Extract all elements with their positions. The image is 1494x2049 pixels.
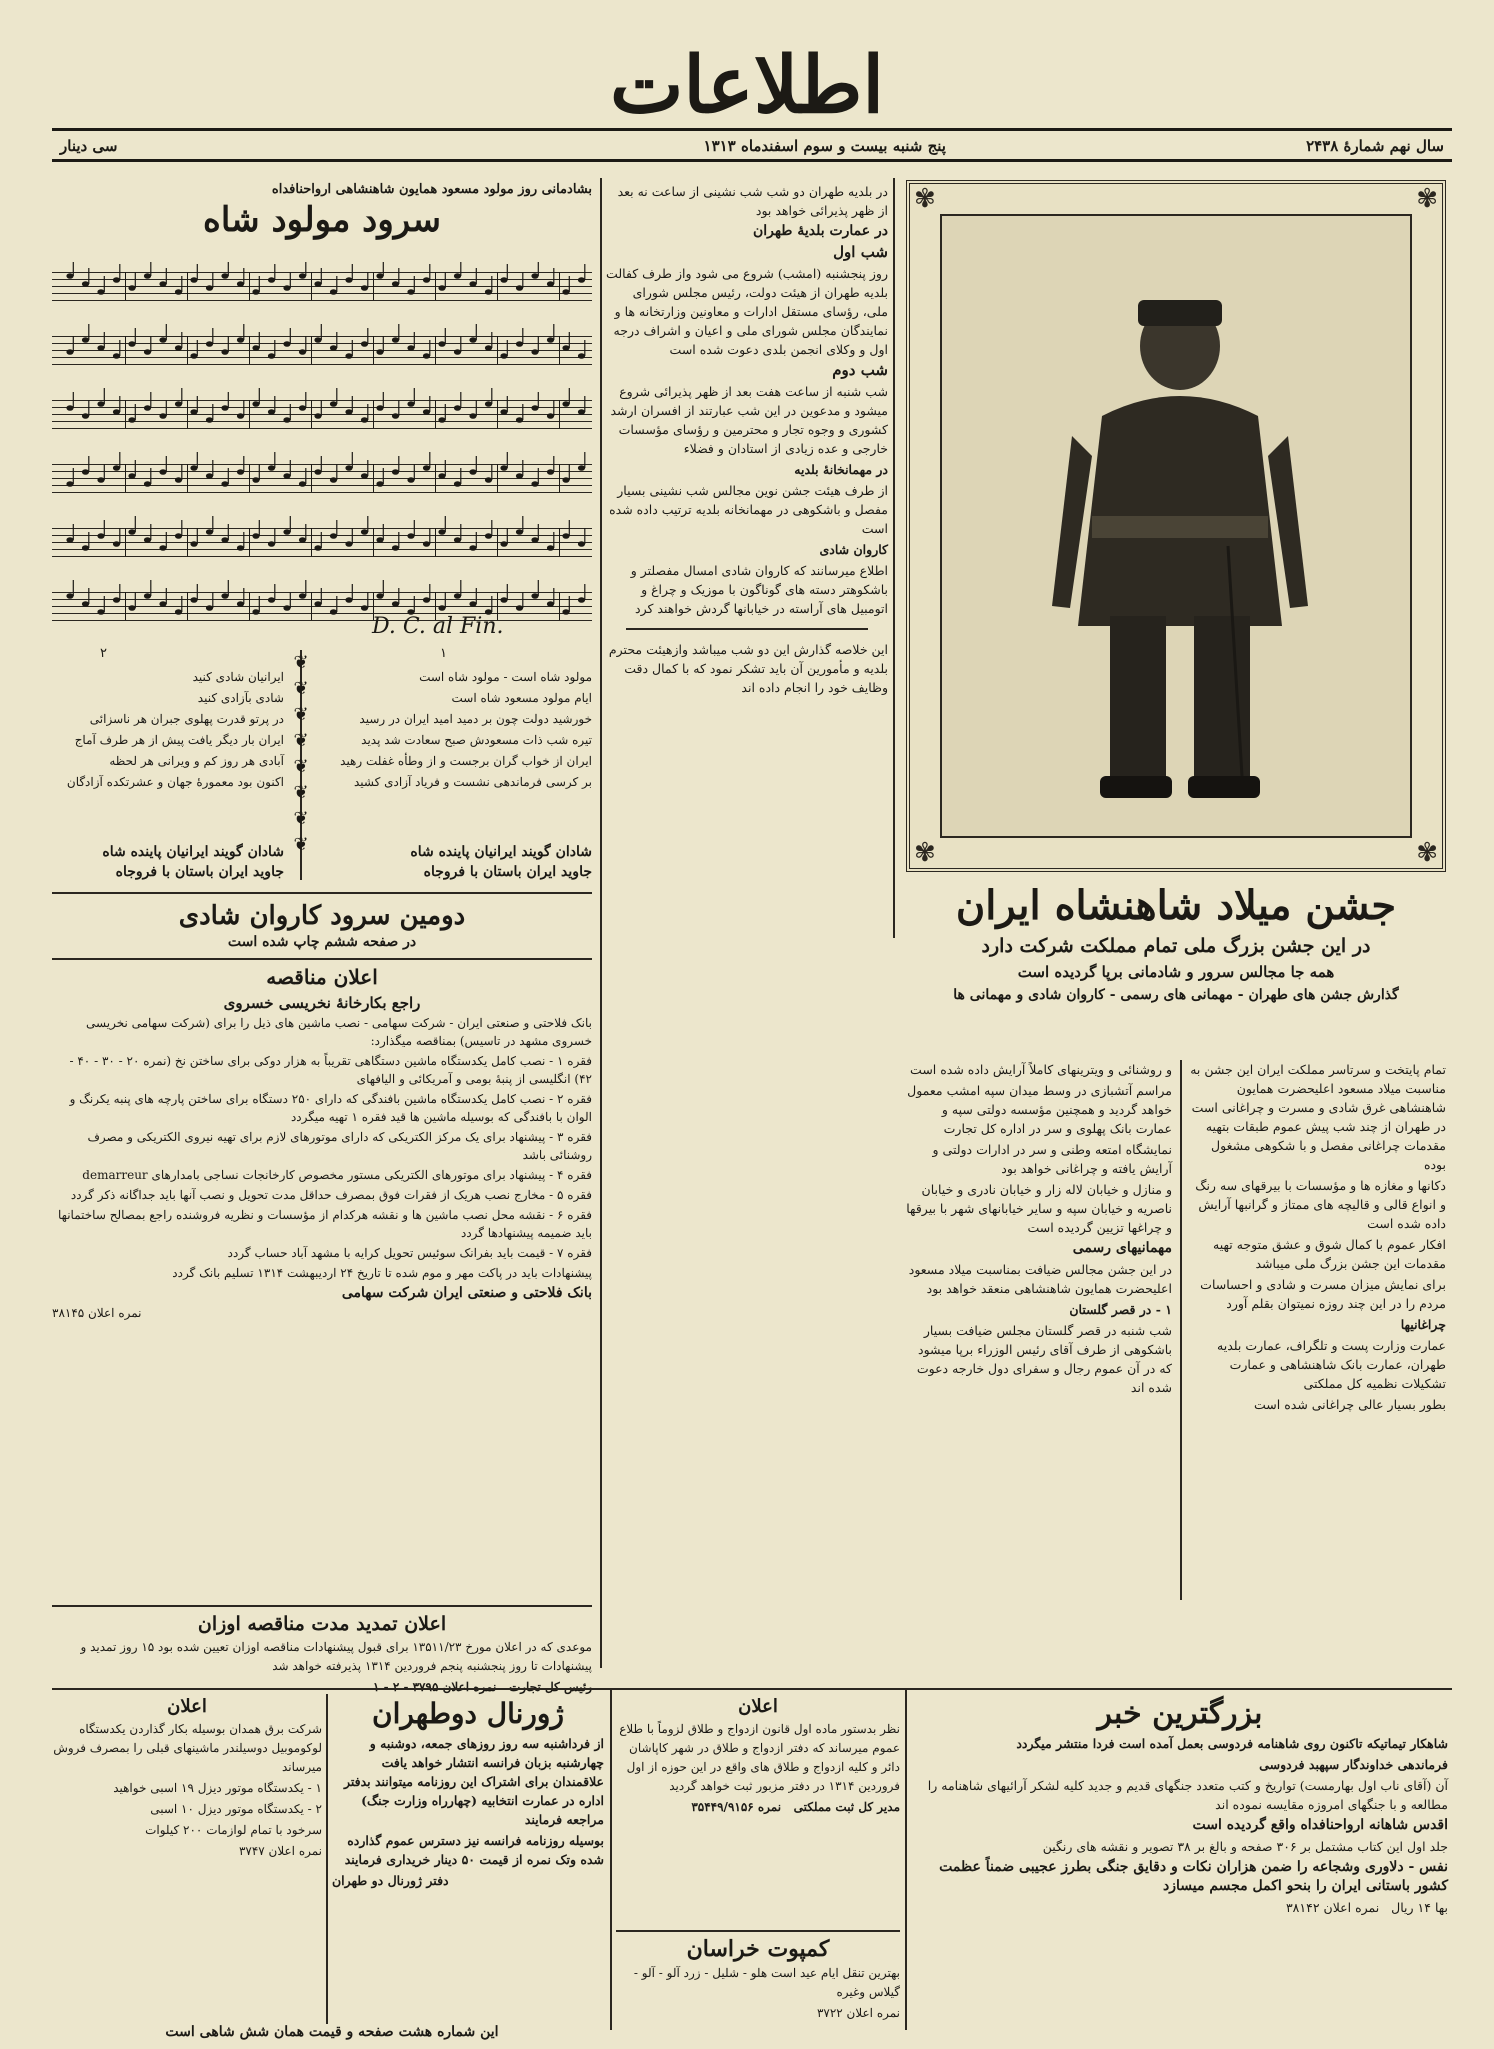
article-column-b	[906, 1060, 1172, 1620]
electric-title: اعلان	[167, 1696, 207, 1717]
marriage-notice	[616, 1694, 900, 1819]
tender-line: فقره ۷ - قیمت باید بفرانک سوئیس تحویل کرایه با مشهد آباد حساب گردد	[227, 1246, 592, 1260]
journal-text: از فرداشنبه سه روز روزهای جمعه، دوشنبه و چهارشنبه بزبان فرانسه انتشار خواهد یافت علاقمندان برای اشتراک این روزنامه میتوانند بدفتر اداره در عمارت انتخابیه (چهارراه وزارت جنگ) مراجعه فرمایند	[343, 1736, 604, 1827]
column-rule	[600, 178, 602, 1668]
divider	[52, 1605, 592, 1607]
ornament-icon: ✾	[1416, 184, 1438, 214]
verse-line: خورشید دولت چون بر دمید امید ایران در رسید	[359, 712, 592, 726]
verse2	[52, 668, 284, 794]
bigbook-title: بزرگترین خبر	[1097, 1696, 1263, 1731]
column-rule	[610, 1690, 612, 2030]
journal-title: ژورنال دوطهران	[372, 1697, 564, 1730]
article-paragraph: و روشنائی و ویترینهای کاملاً آرایش داده شده است	[910, 1062, 1172, 1077]
column-rule	[893, 178, 895, 938]
verse-line: شادی بآزادی کنید	[197, 691, 284, 705]
column-rule	[1180, 1060, 1182, 1600]
journal-ref: دفتر ژورنال دو طهران	[332, 1873, 449, 1888]
bigbook-price: بها ۱۴ ریال	[1391, 1900, 1448, 1915]
tender2-title: اعلان تمدید مدت مناقصه اوزان	[197, 1613, 447, 1635]
electric-ref: نمره اعلان ۳۷۴۷	[238, 1844, 322, 1858]
tender-subtitle: راجع بکارخانهٔ نخریسی خسروی	[223, 994, 421, 1012]
divider	[52, 1688, 1452, 1690]
article-column-a	[1190, 1060, 1446, 1600]
bigbook-text-2: اقدس شاهانه ارواحنافداه واقع گردیده است	[1192, 1817, 1448, 1833]
tender2-notice	[52, 1610, 592, 1699]
karvan-title: کاروان شادی	[819, 542, 888, 557]
ornament-icon: ✾	[914, 184, 936, 214]
leaf-ornament-icon: ❦ ❦ ❦ ❦ ❦ ❦ ❦ ❦	[293, 652, 309, 855]
refrain-line: جاوید ایران باستان با فروجاه	[115, 864, 284, 880]
tender2-sign: رئیس کل تجارت	[508, 1680, 592, 1694]
portrait-photo	[940, 214, 1412, 838]
bigbook-sub-2: فرماندهی خداوندگار سپهبد فردوسی	[1259, 1757, 1448, 1772]
article-paragraph: افکار عموم با کمال شوق و عشق متوجه تهیه مقدمات این جشن بزرگ ملی میباشد	[1213, 1237, 1446, 1271]
mehmankhaneh-text: از طرف هیئت جشن نوین مجالس شب نشینی بسیار مفصل و باشکوهی در مهمانخانه بلدیه ترتیب داده شده است	[609, 483, 888, 536]
issue-price: سی دینار	[60, 137, 118, 155]
tender2-ref: نمره اعلان ۳۷۹۵ - ۲ - ۱	[373, 1680, 497, 1694]
marriage-sign: مدیر کل ثبت مملکتی	[793, 1800, 900, 1814]
verse-line: اکنون بود معمورهٔ جهان و عشرتکده آزادگان	[66, 775, 284, 789]
verse-line: ایام مولود مسعود شاه است	[451, 691, 592, 705]
tender-line: پیشنهادات باید در پاکت مهر و موم شده تا تاریخ ۲۴ اردیبهشت ۱۳۱۴ تسلیم بانک گردد	[172, 1266, 592, 1280]
portrait-figure-icon	[942, 216, 1418, 844]
compote-title: کمپوت خراسان	[686, 1936, 830, 1962]
verse-line: تیره شب ذات مسعودش صبح سعادت شد پدید	[361, 733, 592, 747]
article-paragraph: و منازل و خیابان لاله زار و خیابان نادری و خیابان ناصریه و خیابان سپه و سایر خیابانهای شهر با بیرقها و چراغها تزیین گردیده است	[906, 1182, 1172, 1235]
marriage-ref: نمره ۳۵۴۴۹/۹۱۵۶	[691, 1800, 782, 1814]
bigbook-text: آن (آقای ناب اول بهارمست) تواریخ و کتب متعدد جنگهای قدیم و جدید کلیه لشکر آرائیهای شاهنامه را مطالعه و با جنگهای امروزه مقایسه نموده اند	[927, 1778, 1448, 1812]
bigbook-ref: نمره اعلان ۳۸۱۴۲	[1285, 1900, 1380, 1915]
portrait-headlines	[906, 880, 1446, 1006]
tender-line: بانک فلاحتی و صنعتی ایران - شرکت سهامی - نصب ماشین های ذیل را برای (شرکت سهامی نخریسی خسروی مشهد در تاسیس) بمناقصه میگذارد:	[86, 1016, 592, 1048]
shab1-text: روز پنجشنبه (امشب) شروع می شود واز طرف کفالت بلدیه طهران از هیئت دولت، رئیس مجلس شورای ملی، رؤسای مستقل ادارات و معاونین وزارتخانه ها و نمایندگان مجلس شورای ملی و اعیان و اشراف درجه اول و وکلای انجمن بلدی دعوت شده است	[606, 266, 888, 357]
ornament-icon: ✾	[1416, 838, 1438, 868]
main-headline: جشن میلاد شاهنشاه ایران	[955, 882, 1397, 929]
issue-date: پنج شنبه بیست و سوم اسفندماه ۱۳۱۳	[703, 137, 946, 155]
verse-line: در پرتو قدرت پهلوی جبران هر ناسزائی	[89, 712, 284, 726]
qasr-text: شب شنبه در قصر گلستان مجلس ضیافت بسیار باشکوهی از طرف آقای رئیس الوزراء برپا میشود که در آن عموم رجال و سفرای دول خارجه دعوت شده اند	[916, 1323, 1172, 1395]
divider	[52, 958, 592, 960]
electric-item: سرخود با تمام لوازمات ۲۰۰ کیلوات	[145, 1823, 322, 1837]
shab2-title: شب دوم	[832, 361, 888, 379]
electric-text: شرکت برق همدان بوسیله بکار گذاردن یکدستگاه لوکوموبیل دوسیلندر ماشینهای قبلی را بمصرف فروش میرساند	[53, 1722, 322, 1774]
portrait-frame	[906, 180, 1446, 872]
song-intro: بشادمانی روز مولود مسعود همایون شاهنشاهی ارواحنافداه	[271, 182, 592, 197]
mehmani-text: در این جشن مجالس ضیافت بمناسبت میلاد مسعود اعلیحضرت همایون شاهنشاهی منعقد خواهد بود	[908, 1262, 1172, 1296]
journal-text-2: بوسیله روزنامه فرانسه نیز دسترس عموم گذارده شده وتک نمره از قیمت ۵۰ دینار خریداری فرمایند	[344, 1833, 604, 1867]
verse-line: آبادی هر روز کم و ویرانی هر لحظه	[109, 754, 284, 768]
ornament-icon: ✾	[914, 838, 936, 868]
shab1-title: شب اول	[833, 243, 888, 261]
refrain-line: شادان گویند ایرانیان پاینده شاه	[410, 844, 592, 860]
compote-ref: نمره اعلان ۳۷۲۲	[816, 2006, 900, 2020]
summary-text: این خلاصه گذارش این دو شب میباشد وازهیئت محترم بلدیه و مأمورین آن باید تشکر نمود که با کمال دقت وظایف خود را انجام داده اند	[608, 642, 888, 695]
verse1-number: ۱	[440, 646, 447, 661]
charaghani-text: عمارت وزارت پست و تلگراف، عمارت بلدیه طهران، عمارت بانک شاهنشاهی و عمارت تشکیلات نظمیه کل مملکتی	[1217, 1338, 1446, 1391]
tender-line: فقره ۶ - نقشه محل نصب ماشین ها و نقشه هرکدام از مؤسسات و نظریه فروشنده راجع بمصالح ساختمانها باید ضمیمه پیشنهادها گردد	[58, 1208, 592, 1240]
tender-line: فقره ۵ - مخارج نصب هریک از فقرات فوق بمصرف حداقل مدت تحویل و نصب آنها باید جداگانه ذکر گردد	[70, 1188, 592, 1202]
verse-line: بر کرسی فرماندهی نشست و فریاد آزادی کشید	[353, 775, 592, 789]
footer-note: این شماره هشت صفحه و قیمت همان شش شاهی است	[165, 2024, 499, 2040]
tender-line: فقره ۴ - پیشنهاد برای موتورهای الکتریکی مستور مخصوص کارخانجات نساجی بامدارهای demarreur	[82, 1168, 592, 1182]
verse-line: ایرانیان شادی کنید	[192, 670, 284, 684]
dateline	[52, 128, 1452, 162]
issue-number: سال نهم شمارهٔ ۲۴۳۸	[1306, 137, 1444, 155]
refrain-line: جاوید ایران باستان با فروجاه	[423, 864, 592, 880]
second-song-title: دومین سرود کاروان شادی	[178, 901, 466, 931]
electric-item: ۲ - یکدستگاه موتور دیزل ۱۰ اسبی	[150, 1802, 322, 1816]
tender-signature: بانک فلاحتی و صنعتی ایران شرکت سهامی	[341, 1285, 592, 1301]
sub-headline-3: گذارش جشن های طهران - مهمانی های رسمی - کاروان شادی و مهمانی ها	[953, 987, 1399, 1003]
mehmani-title: مهمانیهای رسمی	[1072, 1240, 1172, 1256]
verse-line: ایران بار دیگر یافت پیش از هر طرف آماج	[74, 733, 284, 747]
baladiyeh-column	[606, 182, 888, 1672]
article-paragraph: دکانها و مغازه ها و مؤسسات با بیرقهای سه رنگ و انواع قالی و قالیچه های ممتاز و گرانبها آرایش داده شده است	[1195, 1178, 1446, 1231]
divider	[616, 1930, 900, 1932]
song-section	[52, 182, 592, 243]
qasr-title: ۱ - در قصر گلستان	[1069, 1302, 1172, 1317]
tender-line: فقره ۱ - نصب کامل یکدستگاه ماشین دستگاهی تقریباً به هزار دوکی برای ساختن نخ (نمره ۲۰ - ۳۰ - ۴۰ - ۴۲) انگلیسی از پنبهٔ بومی و آمریکائی و الیافهای	[69, 1054, 592, 1086]
bigbook-text-4: نفس - دلاوری وشجاعه را ضمن هزاران نکات و دقایق جنگی بطرز عجیبی ضمناً عظمت کشور باستانی ایران را بنحو اکمل مجسم میسازد	[939, 1859, 1448, 1894]
verse-line: ایران از خواب گران برجست و از وطأه غفلت رهید	[340, 754, 592, 768]
article-paragraph: نمایشگاه امتعه وطنی و سر در ادارات دولتی و آرایش یافته و چراغانی خواهد بود	[932, 1142, 1172, 1176]
marriage-text: نظر بدستور ماده اول قانون ازدواج و طلاق لزوماً با طلاع عموم میرساند که دفتر ازدواج و طلاق در شهر کاپاشان دائر و کلیه ازدواج و طلاق های واقع در این حوزه از اول فروردین ۱۳۱۴ در دفتر مزبور ثبت خواهد گردید	[619, 1722, 900, 1793]
compote-text: بهترین تنقل ایام عید است هلو - شلیل - زرد آلو - آلو - گیلاس وغیره	[633, 1966, 900, 1999]
article-paragraph: تمام پایتخت و سرتاسر مملکت ایران این جشن به مناسبت میلاد مسعود اعلیحضرت همایون شاهنشاهی غرق شادی و مسرت و چراغانی است در طهران از چند شب پیش عموم طبقات بتهیه مقدمات چراغانی مفصل و با شکوهی مشغول بوده	[1190, 1062, 1446, 1172]
second-song-sub: در صفحه ششم چاپ شده است	[227, 934, 417, 950]
tender-line: فقره ۳ - پیشنهاد برای یک مرکز الکتریکی که دارای موتورهای لازم برای تهیه نیروی الکتریکی و مصرف روشنائی باشد	[87, 1130, 592, 1162]
electric-item: ۱ - یکدستگاه موتور دیزل ۱۹ اسبی خواهید	[113, 1781, 322, 1795]
refrain-left	[52, 842, 284, 882]
journal-ad	[332, 1694, 604, 1892]
sub-headline: در این جشن بزرگ ملی تمام مملکت شرکت دارد	[981, 935, 1371, 957]
divider	[52, 892, 592, 894]
sheet-music	[52, 262, 592, 642]
verse-line: مولود شاه است - مولود شاه است	[419, 670, 592, 684]
tender-title: اعلان مناقصه	[266, 965, 378, 989]
tender-line: فقره ۲ - نصب کامل یکدستگاه ماشین بافندگی که دارای ۲۵۰ دستگاه برای ساختن پارچه های پنبه یکرنگ و الوان با بافندگی که بوسیله ماشین ها قید فقره ۱ تهیه میگردد	[69, 1092, 592, 1124]
sub-headline-2: همه جا مجالس سرور و شادمانی برپا گردیده است	[1017, 963, 1335, 981]
tender-ref: نمره اعلان ۳۸۱۴۵	[52, 1306, 142, 1320]
music-notes-icon	[52, 262, 592, 642]
masthead: اطلاعات	[609, 40, 885, 131]
bigbook-text-3: جلد اول این کتاب مشتمل بر ۳۰۶ صفحه و بالغ بر ۳۸ تصویر و نقشه های رنگین	[1042, 1839, 1448, 1854]
charaghani-title: چراغانیها	[1400, 1317, 1446, 1332]
refrain-line: شادان گویند ایرانیان پاینده شاه	[102, 844, 284, 860]
second-song-box	[52, 898, 592, 950]
electric-notice	[52, 1694, 322, 1863]
dc-al-fine: D. C. al Fin.	[372, 614, 504, 639]
bigbook-ad	[912, 1694, 1448, 1919]
column-rule	[326, 1694, 328, 2024]
refrain-right	[322, 842, 592, 882]
charaghani-text-2: بطور بسیار عالی چراغانی شده است	[1254, 1397, 1446, 1412]
karvan-text: اطلاع میرسانند که کاروان شادی امسال مفصلتر و باشکوهتر دسته های گوناگون با موزیک و چراغ و اتومبیل های آراسته در خیابانها گردش خواهند کرد	[630, 563, 888, 616]
shab2-text: شب شنبه از ساعت هفت بعد از ظهر پذیرائی شروع میشود و مدعوین در این شب عبارتند از افسران ارشد کشوری و وجوه تجار و محترمین و رؤسای مؤسسات خارجی و عده زیادی از استادان و فضلاء	[610, 384, 888, 456]
mehmankhaneh-title: در مهمانخانهٔ بلدیه	[794, 462, 888, 477]
marriage-title: اعلان	[738, 1696, 778, 1717]
tender-notice	[52, 962, 592, 1324]
compote-ad	[616, 1934, 900, 2025]
baladiyeh-title: در عمارت بلدیهٔ طهران	[752, 223, 888, 239]
tender2-text: موعدی که در اعلان مورخ ۱۳۵۱۱/۲۳ برای قبول پیشنهادات مناقصه اوزان تعیین شده بود ۱۵ روز تمدید و پیشنهادات تا روز پنجشنبه پنجم فروردین ۱۳۱۴ پذیرفته خواهد شد	[80, 1640, 592, 1673]
verse1	[322, 668, 592, 794]
divider	[626, 628, 868, 630]
article-paragraph: مراسم آتشبازی در وسط میدان سپه امشب معمول خواهد گردید و همچنین مؤسسه دولتی سپه و عمارت بانک پهلوی و سر در اداره کل تجارت	[907, 1083, 1172, 1136]
bigbook-sub: شاهکار تیماتیکه تاکنون روی شاهنامه فردوسی بعمل آمده است فردا منتشر میگردد	[1016, 1736, 1448, 1751]
article-paragraph: برای نمایش میزان مسرت و شادی و احساسات مردم را در این چند روزه نمیتوان بقلم آورد	[1200, 1277, 1446, 1311]
verse2-number: ۲	[100, 646, 107, 661]
song-title: سرود مولود شاه	[203, 200, 441, 240]
column-rule	[905, 1690, 907, 2030]
baladiyeh-intro: در بلدیه طهران دو شب شب نشینی از ساعت نه بعد از ظهر پذیرائی خواهد بود	[617, 184, 888, 218]
